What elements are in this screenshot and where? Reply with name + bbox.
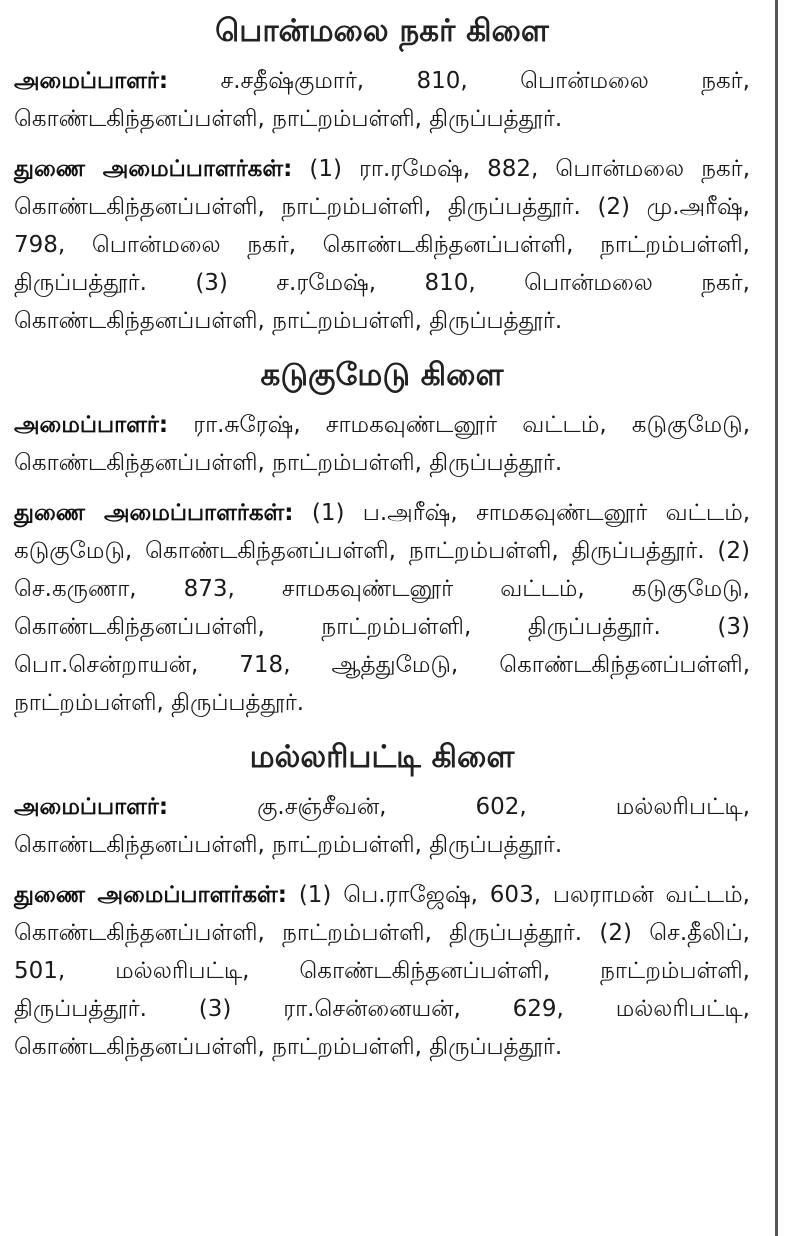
branch-heading: பொன்மலை நகர் கிளை — [215, 13, 549, 49]
organizer-paragraph — [14, 788, 750, 864]
organizer-paragraph — [14, 406, 750, 482]
organizer-label: அமைப்பாளர்: — [14, 68, 169, 94]
deputies-label: துணை அமைப்பாளர்கள்: — [14, 500, 294, 526]
deputies-details: (1) ரா.ரமேஷ், 882, பொன்மலை நகர், கொண்டகிந்தனப்பள்ளி, நாட்றம்பள்ளி, திருப்பத்தூர். (2) மு.அரீஷ், 798, பொன்மலை நகர், கொண்டகிந்தனப்பள்ளி, நாட்றம்பள்ளி, திருப்பத்தூர். (3) ச.ரமேஷ், 810, பொன்மலை நகர், கொண்டகிந்தனப்பள்ளி, நாட்றம்பள்ளி, திருப்பத்தூர். — [14, 156, 751, 334]
deputies-label: துணை அமைப்பாளர்கள்: — [14, 882, 287, 908]
branch-heading: மல்லரிபட்டி கிளை — [249, 739, 515, 775]
deputies-details: (1) பெ.ராஜேஷ், 603, பலராமன் வட்டம், கொண்டகிந்தனப்பள்ளி, நாட்றம்பள்ளி, திருப்பத்தூர். (2) செ.தீலிப், 501, மல்லரிபட்டி, கொண்டகிந்தனப்பள்ளி, நாட்றம்பள்ளி, திருப்பத்தூர். (3) ரா.சென்னையன், 629, மல்லரிபட்டி, கொண்டகிந்தனப்பள்ளி, நாட்றம்பள்ளி, திருப்பத்தூர். — [14, 882, 750, 1060]
branch-heading: கடுகுமேடு கிளை — [260, 357, 504, 393]
organizer-details: ரா.சுரேஷ், சாமகவுண்டனூர் வட்டம், கடுகுமேடு, கொண்டகிந்தனப்பள்ளி, நாட்றம்பள்ளி, திருப்பத்தூர். — [14, 412, 751, 476]
branch-section-mallaripatti — [14, 734, 750, 1066]
organizer-label: அமைப்பாளர்: — [14, 794, 169, 820]
deputies-paragraph — [14, 494, 750, 722]
deputies-details: (1) ப.அரீஷ், சாமகவுண்டனூர் வட்டம், கடுகுமேடு, கொண்டகிந்தனப்பள்ளி, நாட்றம்பள்ளி, திருப்பத்தூர். (2) செ.கருணா, 873, சாமகவுண்டனூர் வட்டம், கடுகுமேடு, கொண்டகிந்தனப்பள்ளி, நாட்றம்பள்ளி, திருப்பத்தூர். (3) பொ.சென்றாயன், 718, ஆத்துமேடு, கொண்டகிந்தனப்பள்ளி, நாட்றம்பள்ளி, திருப்பத்தூர். — [14, 500, 751, 716]
organizer-details: கு.சஞ்சீவன், 602, மல்லரிபட்டி, கொண்டகிந்தனப்பள்ளி, நாட்றம்பள்ளி, திருப்பத்தூர். — [14, 794, 750, 858]
organizer-details: ச.சதீஷ்குமார், 810, பொன்மலை நகர், கொண்டகிந்தனப்பள்ளி, நாட்றம்பள்ளி, திருப்பத்தூர். — [14, 68, 750, 132]
branch-section-ponmalai-nagar — [14, 8, 750, 340]
deputies-paragraph — [14, 150, 750, 340]
deputies-label: துணை அமைப்பாளர்கள்: — [14, 156, 293, 182]
deputies-paragraph — [14, 876, 750, 1066]
organizer-label: அமைப்பாளர்: — [14, 412, 169, 438]
organizer-paragraph — [14, 62, 750, 138]
branch-section-kadugumedu — [14, 352, 750, 722]
column-divider-rule — [775, 0, 778, 1236]
article-column — [14, 8, 750, 1078]
